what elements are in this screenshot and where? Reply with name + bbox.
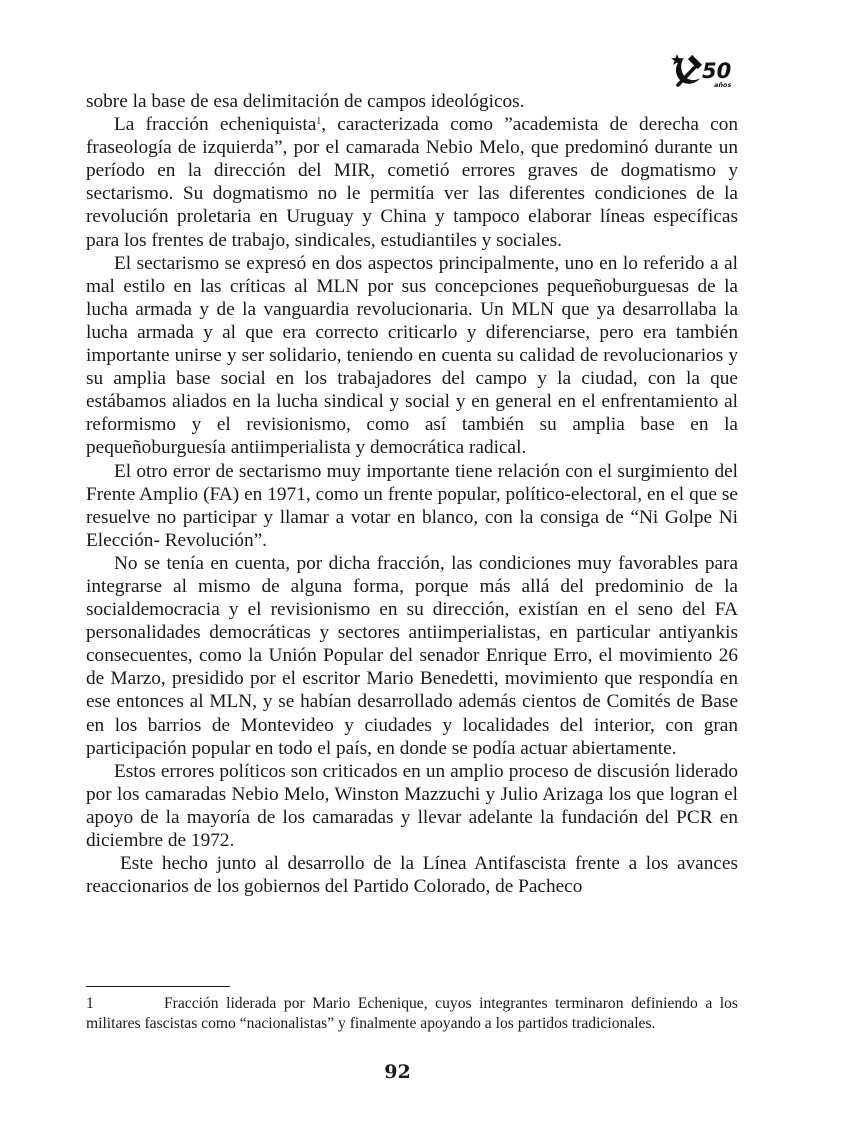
paragraph: El otro error de sectarismo muy importante tiene relación con el surgimiento del Frente Amplio (FA) en 1971, como un frente popular, político-electoral, en el que se resuelve no participar y llamar a votar en blanco, con la consiga de “Ni Golpe Ni Elección- Revolución”.: [86, 460, 738, 551]
paragraph: No se tenía en cuenta, por dicha fracción, las condiciones muy favorables para integrarse al mismo de alguna forma, porque más allá del predominio de la socialdemocracia y el revisionismo en su dirección, existían en el seno del FA personalidades democráticas y sectores antiimperialistas, en particular antiyankis consecuentes, como la Unión Popular del senador Enrique Erro, el movimiento 26 de Marzo, presidido por el escritor Mario Benedetti, movimiento que respondía en ese entonces al MLN, y se habían desarrollado además cientos de Comités de Base en los barrios de Montevideo y ciudades y localidades del interior, con gran participación popular en todo el país, en donde se podía actuar abiertamente.: [86, 552, 738, 759]
footnote: [86, 994, 738, 1034]
footnote-separator: [86, 986, 230, 987]
footnote-number: 1: [86, 995, 94, 1012]
anniversary-word: años: [714, 81, 732, 89]
footnote-text: Fracción liderada por Mario Echenique, cuyos integrantes terminaron definiendo a los militares fascistas como “nacionalistas” y finalmente apoyando a los partidos tradicionales.: [86, 995, 738, 1032]
paragraph-text: , caracterizada como ”academista de derecha con fraseología de izquierda”, por el camarada Nebio Melo, que predominó durante un período en la dirección del MIR, cometió errores graves de dogmatismo y sectarismo. Su dogmatismo no le permitía ver las diferentes condiciones de la revolución proletaria en Uruguay y China y tampoco elaborar líneas específicas para los frentes de trabajo, sindicales, estudiantiles y sociales.: [86, 114, 739, 251]
paragraph: [86, 113, 738, 252]
hammer-sickle-50-icon: [670, 52, 742, 94]
paragraph: Este hecho junto al desarrollo de la Línea Antifascista frente a los avances reaccionarios de los gobiernos del Partido Colorado, de Pacheco: [86, 853, 738, 898]
anniversary-number: 50: [702, 59, 732, 83]
page-number: 92: [384, 1061, 411, 1083]
paragraph: sobre la base de esa delimitación de campos ideológicos.: [86, 91, 525, 112]
paragraph: Estos errores políticos son criticados en un amplio proceso de discusión liderado por los camaradas Nebio Melo, Winston Mazzuchi y Julio Arizaga los que logran el apoyo de la mayoría de los camaradas y llevar adelante la fundación del PCR en diciembre de 1972.: [86, 760, 738, 851]
anniversary-logo: [670, 52, 742, 94]
footnotes: [86, 994, 738, 1034]
paragraph: El sectarismo se expresó en dos aspectos principalmente, uno en lo referido a al mal estilo en las críticas al MLN por sus concepciones pequeñoburguesas de la lucha armada y de la vanguardia revolucionaria. Un MLN que ya desarrollaba la lucha armada y al que era correcto criticarlo y diferenciarse, pero era también importante unirse y ser solidario, teniendo en cuenta su calidad de revolucionarios y su amplia base social en los trabajadores del campo y la ciudad, con la que estábamos aliados en la lucha sindical y social y en general en el enfrentamiento al reformismo y el revisionismo, como así también su amplia base en la pequeñoburguesía antiimperialista y democrática radical.: [86, 252, 738, 459]
footnote-reference: 1: [316, 116, 322, 128]
main-text: [86, 90, 738, 898]
paragraph-text: La fracción echeniquista: [114, 114, 317, 136]
